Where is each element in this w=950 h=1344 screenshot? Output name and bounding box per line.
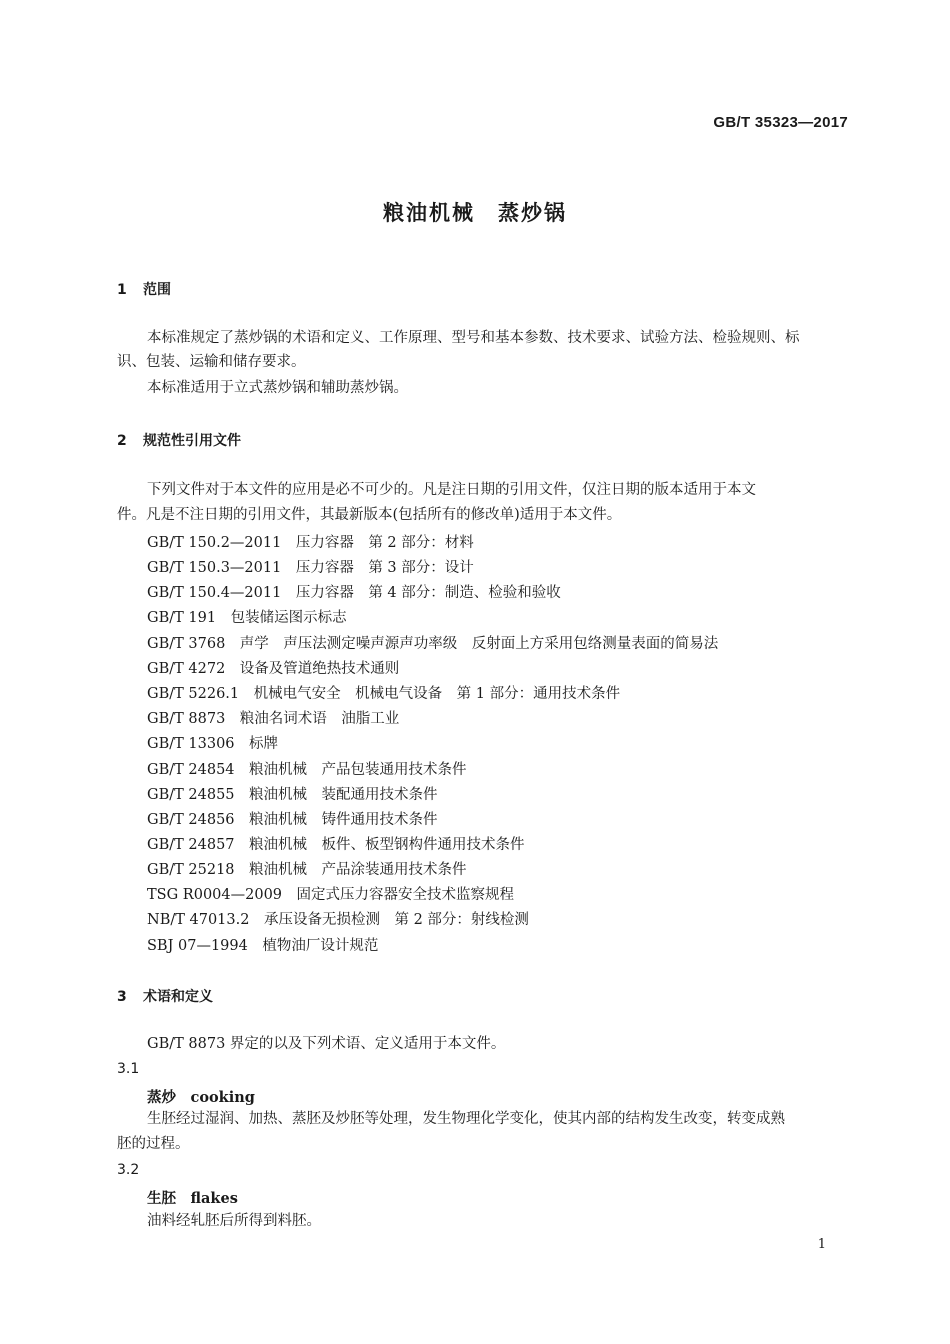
term-definition-line-2: 胚的过程。 [117,1136,190,1152]
term-definition-line-1: 油料经轧胚后所得到料胚。 [147,1213,321,1229]
term-number: 3.1 [117,1061,140,1077]
reference-item: GB/T 5226.1 机械电气安全 机械电气设备 第 1 部分：通用技术条件 [147,686,621,702]
normative-intro-line-1: 下列文件对于本文件的应用是必不可少的。凡是注日期的引用文件，仅注日期的版本适用于本文 [147,482,756,498]
reference-item: TSG R0004—2009 固定式压力容器安全技术监察规程 [147,887,515,903]
reference-item: GB/T 24857 粮油机械 板件、板型钢构件通用技术条件 [147,837,525,853]
section-1-heading [117,279,171,299]
term-number: 3.2 [117,1162,140,1178]
reference-item: GB/T 150.2—2011 压力容器 第 2 部分：材料 [147,535,474,551]
reference-item: NB/T 47013.2 承压设备无损检测 第 2 部分：射线检测 [147,912,529,928]
section-2-heading [117,430,241,450]
page-number: 1 [817,1237,826,1252]
reference-item: GB/T 25218 粮油机械 产品涂装通用技术条件 [147,862,467,878]
section-title: 规范性引用文件 [143,433,241,449]
section-title: 术语和定义 [143,989,213,1005]
term-name: 生胚 flakes [147,1190,238,1207]
section-3-heading [117,986,213,1006]
section-number: 3 [117,989,127,1005]
terms-intro: GB/T 8873 界定的以及下列术语、定义适用于本文件。 [147,1036,506,1052]
reference-item: GB/T 4272 设备及管道绝热技术通则 [147,661,400,677]
scope-paragraph-2: 本标准适用于立式蒸炒锅和辅助蒸炒锅。 [147,380,408,396]
section-number: 2 [117,433,127,449]
reference-item: GB/T 24854 粮油机械 产品包装通用技术条件 [147,762,467,778]
reference-item: GB/T 24855 粮油机械 装配通用技术条件 [147,787,438,803]
scope-paragraph-1-line-1: 本标准规定了蒸炒锅的术语和定义、工作原理、型号和基本参数、技术要求、试验方法、检验规则、标 [147,330,800,346]
scope-paragraph-1-line-2: 识、包装、运输和储存要求。 [117,354,306,370]
normative-intro-line-2: 件。凡是不注日期的引用文件，其最新版本(包括所有的修改单)适用于本文件。 [117,507,622,523]
section-title: 范围 [143,282,171,298]
reference-item: GB/T 191 包装储运图示标志 [147,610,347,626]
reference-item: GB/T 3768 声学 声压法测定噪声源声功率级 反射面上方采用包络测量表面的简易法 [147,636,719,652]
reference-item: GB/T 24856 粮油机械 铸件通用技术条件 [147,812,438,828]
document-title: 粮油机械 蒸炒锅 [383,201,567,225]
reference-item: GB/T 150.3—2011 压力容器 第 3 部分：设计 [147,560,474,576]
term-definition-line-1: 生胚经过湿润、加热、蒸胚及炒胚等处理，发生物理化学变化，使其内部的结构发生改变，转变成熟 [147,1111,785,1127]
reference-item: GB/T 150.4—2011 压力容器 第 4 部分：制造、检验和验收 [147,585,561,601]
standard-number: GB/T 35323—2017 [713,114,848,131]
section-number: 1 [117,282,127,298]
reference-item: GB/T 8873 粮油名词术语 油脂工业 [147,711,400,727]
reference-item: GB/T 13306 标牌 [147,736,279,752]
reference-item: SBJ 07—1994 植物油厂设计规范 [147,938,379,954]
term-name: 蒸炒 cooking [147,1089,255,1106]
